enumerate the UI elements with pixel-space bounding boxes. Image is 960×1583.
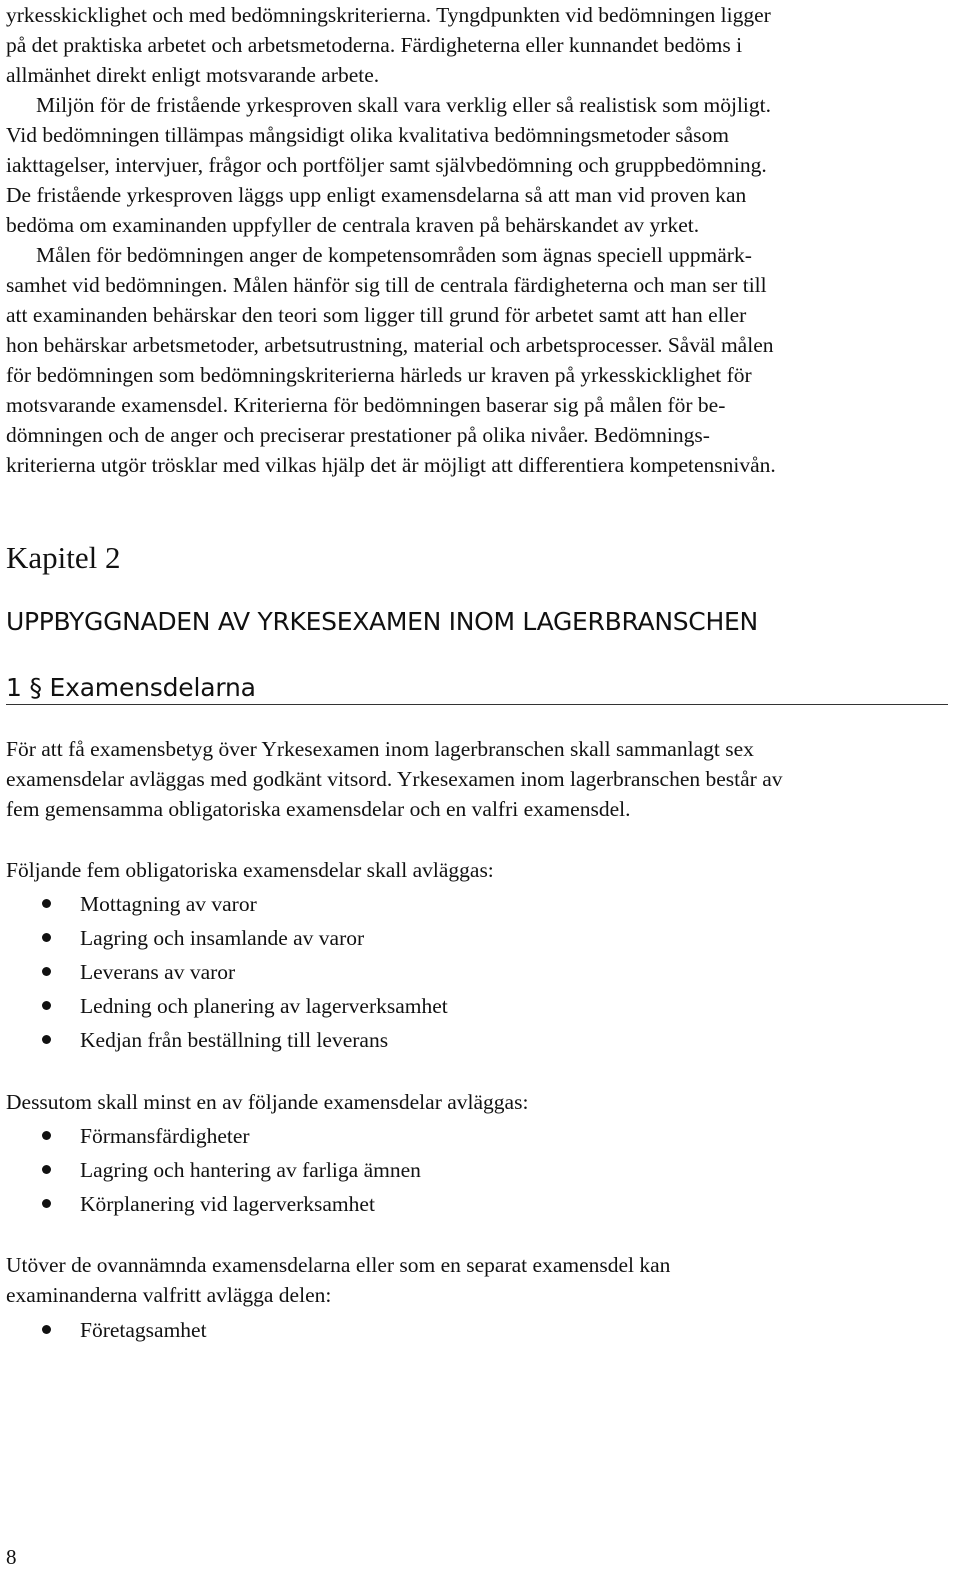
intro-line: iakttagelser, intervjuer, frågor och portföljer samt självbedömning och gruppbedömning. (6, 153, 767, 177)
intro-line: hon behärskar arbetsmetoder, arbetsutrustning, material och arbetsprocesser. Såväl målen (6, 333, 774, 357)
list-item (6, 923, 906, 953)
list-item-text: Företagsamhet (80, 1318, 207, 1342)
page-number: 8 (6, 1545, 17, 1569)
list-item-text: Förmansfärdigheter (80, 1124, 250, 1148)
intro-line: yrkesskicklighet och med bedömningskriterierna. Tyngdpunkten vid bedömningen ligger (6, 3, 771, 27)
intro-line: samhet vid bedömningen. Målen hänför sig till de centrala färdigheterna och man ser till (6, 273, 767, 297)
bullet-icon (42, 1199, 51, 1208)
bullet-icon (42, 1325, 51, 1334)
bullet-icon (42, 967, 51, 976)
chapter-label: Kapitel 2 (6, 540, 121, 575)
intro-line: Vid bedömningen tillämpas mångsidigt olika kvalitativa bedömningsmetoder såsom (6, 123, 730, 147)
section-divider (6, 704, 948, 705)
mandatory-intro: Följande fem obligatoriska examensdelar skall avläggas: (6, 858, 494, 882)
bullet-icon (42, 933, 51, 942)
intro-line: allmänhet direkt enligt motsvarande arbete. (6, 63, 380, 87)
list-item-text: Kedjan från beställning till leverans (80, 1028, 389, 1052)
list-item (6, 1121, 906, 1151)
list-item (6, 889, 906, 919)
document-page (6, 0, 948, 1583)
intro-line: Målen för bedömningen anger de kompetensområden som ägnas speciell uppmärk- (36, 243, 752, 267)
list-item (6, 1189, 906, 1219)
intro-line: dömningen och de anger och preciserar prestationer på olika nivåer. Bedömnings- (6, 423, 710, 447)
list-item-text: Mottagning av varor (80, 892, 257, 916)
list-item (6, 1155, 906, 1185)
section-paragraph-line: examensdelar avläggas med godkänt vitsord. Yrkesexamen inom lagerbranschen består av (6, 767, 783, 791)
intro-line: bedöma om examinanden uppfyller de centrala kraven på behärskandet av yrket. (6, 213, 700, 237)
bullet-icon (42, 1001, 51, 1010)
bullet-icon (42, 1131, 51, 1140)
section-paragraph-line: För att få examensbetyg över Yrkesexamen inom lagerbranschen skall sammanlagt sex (6, 737, 754, 761)
list-item (6, 957, 906, 987)
intro-line: Miljön för de fristående yrkesproven skall vara verklig eller så realistisk som möjligt. (36, 93, 771, 117)
list-item-text: Lagring och insamlande av varor (80, 926, 365, 950)
list-item (6, 1025, 906, 1055)
intro-line: på det praktiska arbetet och arbetsmetoderna. Färdigheterna eller kunnandet bedöms i (6, 33, 743, 57)
intro-line: att examinanden behärskar den teori som ligger till grund för arbetet samt att han eller (6, 303, 747, 327)
list-item (6, 991, 906, 1021)
intro-line: motsvarande examensdel. Kriterierna för bedömningen baserar sig på målen för be- (6, 393, 726, 417)
section-title: 1 § Examensdelarna (6, 673, 256, 702)
list-item-text: Ledning och planering av lagerverksamhet (80, 994, 448, 1018)
optional-intro-line: examinanderna valfritt avlägga delen: (6, 1283, 332, 1307)
bullet-icon (42, 899, 51, 908)
list-item-text: Lagring och hantering av farliga ämnen (80, 1158, 421, 1182)
intro-line: De fristående yrkesproven läggs upp enligt examensdelarna så att man vid proven kan (6, 183, 747, 207)
intro-line: kriterierna utgör trösklar med vilkas hjälp det är möjligt att differentiera kompetensnivån. (6, 453, 776, 477)
optional-intro-line: Utöver de ovannämnda examensdelarna eller som en separat examensdel kan (6, 1253, 671, 1277)
chapter-title: UPPBYGGNADEN AV YRKESEXAMEN INOM LAGERBRANSCHEN (6, 607, 758, 636)
list-item (6, 1315, 906, 1345)
list-item-text: Leverans av varor (80, 960, 236, 984)
bullet-icon (42, 1165, 51, 1174)
elective-intro: Dessutom skall minst en av följande examensdelar avläggas: (6, 1090, 529, 1114)
intro-line: för bedömningen som bedömningskriterierna härleds ur kraven på yrkesskicklighet för (6, 363, 752, 387)
section-paragraph-line: fem gemensamma obligatoriska examensdelar och en valfri examensdel. (6, 797, 631, 821)
bullet-icon (42, 1035, 51, 1044)
list-item-text: Körplanering vid lagerverksamhet (80, 1192, 375, 1216)
